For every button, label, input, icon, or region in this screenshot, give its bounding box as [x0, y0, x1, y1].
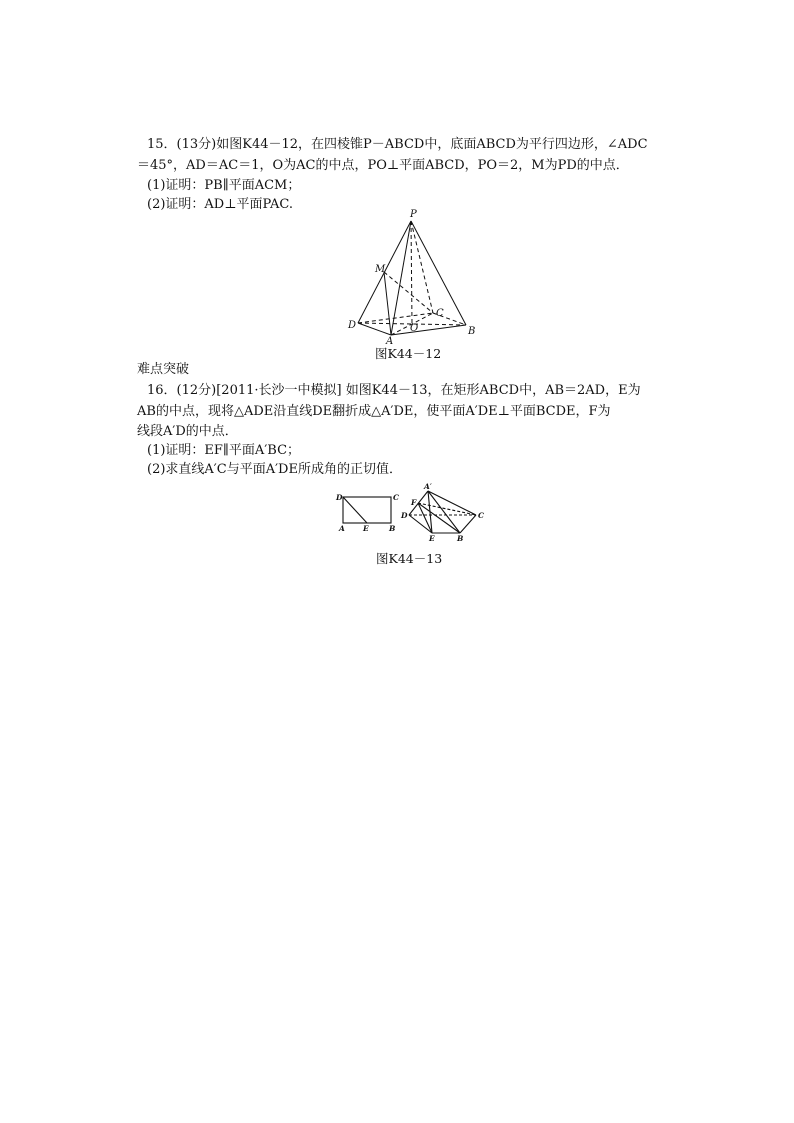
rect-label-D: D: [336, 493, 343, 502]
label-P: P: [410, 209, 417, 220]
label-B: B: [468, 326, 476, 337]
label-A: A: [386, 336, 394, 347]
problem15-line2: ＝45°，AD＝AC＝1，O为AC的中点，PO⊥平面ABCD，PO＝2，M为PD的中点．: [137, 158, 629, 173]
problem16-line3: 线段A′D的中点．: [137, 424, 238, 439]
rect-label-B: B: [389, 524, 396, 533]
fold-label-C: C: [478, 511, 484, 520]
problem15-part1: (1)证明：PB∥平面ACM；: [147, 178, 301, 193]
label-M: M: [375, 264, 386, 275]
fold-label-B: B: [457, 534, 464, 543]
rect-label-C: C: [393, 493, 399, 502]
problem16-part1: (1)证明：EF∥平面A′BC；: [147, 443, 301, 458]
problem15-part2: (2)证明：AD⊥平面PAC.: [147, 197, 294, 212]
fold-label-A-prime: A′: [424, 482, 432, 491]
fold-label-F: F: [411, 498, 417, 507]
problem16-line2: AB的中点，现将△ADE沿直线DE翻折成△A′DE，使平面A′DE⊥平面BCDE，F为: [137, 404, 611, 419]
figure-caption-k44-12: 图K44－12: [375, 346, 442, 361]
rect-label-A: A: [339, 524, 345, 533]
label-C: C: [436, 308, 444, 319]
problem16-line1: 16．(12分)[2011·长沙一中模拟] 如图K44－13，在矩形ABCD中，AB＝2AD，E为: [147, 383, 641, 398]
problem16-part2: (2)求直线A′C与平面A′DE所成角的正切值．: [147, 462, 402, 477]
label-D: D: [348, 320, 357, 331]
rect-label-E: E: [363, 524, 369, 533]
fold-label-D: D: [401, 511, 408, 520]
figure-caption-k44-13: 图K44－13: [376, 551, 443, 566]
fold-label-E: E: [429, 534, 435, 543]
problem15-line1: 15．(13分)如图K44－12，在四棱锥P－ABCD中，底面ABCD为平行四边形，∠ADC: [147, 137, 648, 152]
label-O: O: [410, 323, 419, 334]
section-heading: 难点突破: [137, 362, 190, 377]
